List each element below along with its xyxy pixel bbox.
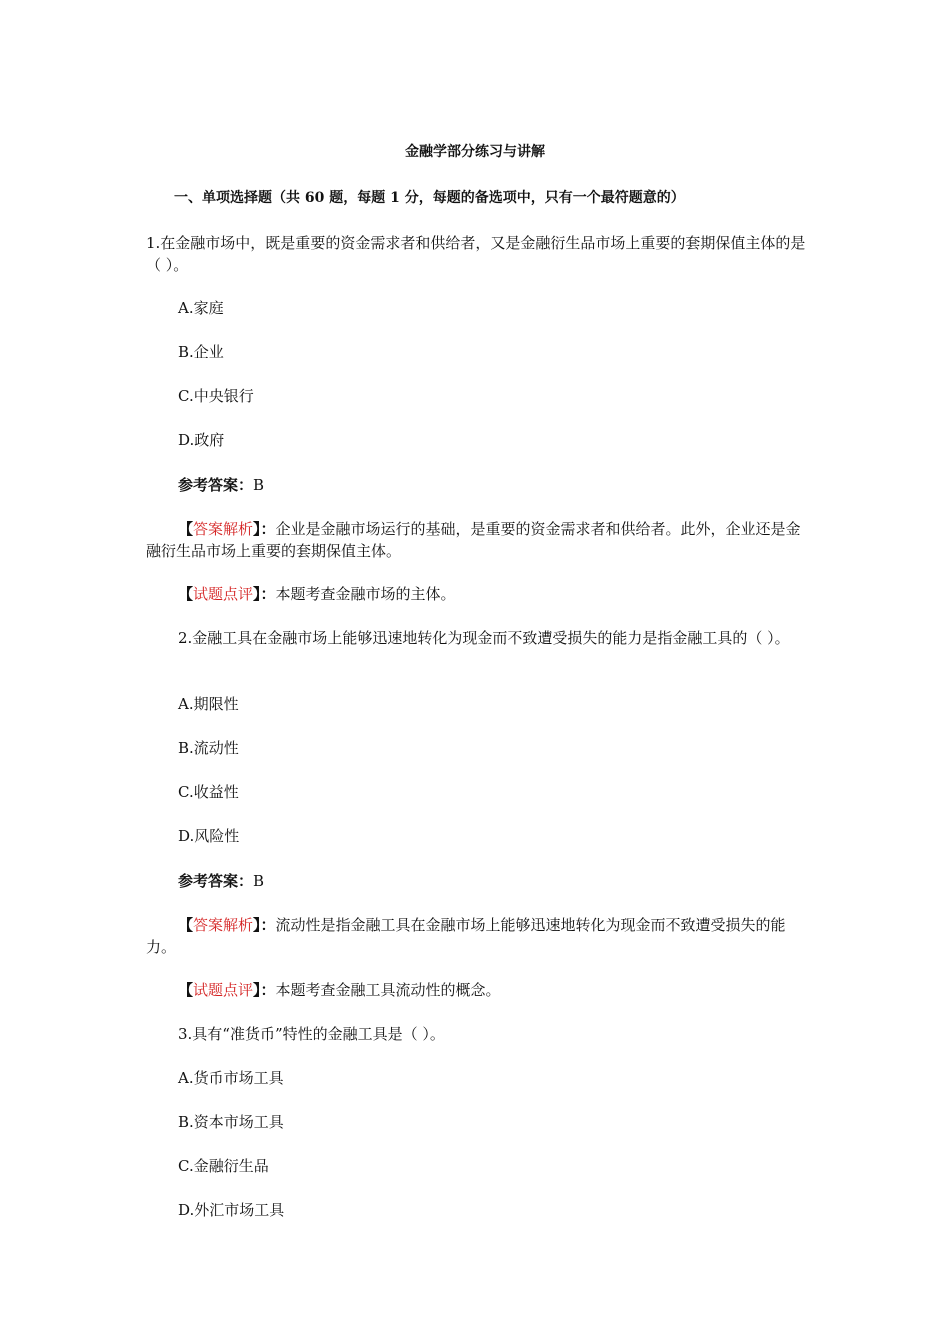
question-2-option-c: C.收益性: [178, 783, 239, 801]
review-tag: 试题点评: [193, 585, 254, 603]
analysis-text: 流动性是指金融工具在金融市场上能够迅速地转化为现金而不致遭受损失的能力。: [146, 916, 786, 956]
answer-value: B: [253, 476, 265, 494]
answer-value: B: [253, 872, 265, 890]
question-1-option-b: B.企业: [178, 343, 224, 361]
question-3-option-b: B.资本市场工具: [178, 1113, 284, 1131]
question-2-answer: [178, 870, 264, 892]
question-2-review: [146, 979, 806, 1001]
bracket-open: 【: [178, 520, 194, 538]
bracket-close: 】：: [253, 916, 276, 934]
bracket-close: 】：: [253, 520, 276, 538]
question-2-option-d: D.风险性: [178, 827, 240, 845]
analysis-tag: 答案解析: [193, 916, 254, 934]
document-title: 金融学部分练习与讲解: [405, 144, 545, 160]
bracket-close: 】：: [253, 585, 276, 603]
question-1-stem: 1.在金融市场中，既是重要的资金需求者和供给者，又是金融衍生品市场上重要的套期保值主体的是（ ）。: [146, 234, 806, 274]
question-1-analysis: [146, 518, 806, 562]
question-3-option-c: C.金融衍生品: [178, 1157, 269, 1175]
bracket-open: 【: [178, 585, 194, 603]
question-1-answer: [178, 474, 264, 496]
question-1-option-a: A.家庭: [178, 299, 224, 317]
question-3-stem: 3.具有“准货币”特性的金融工具是（ ）。: [178, 1025, 445, 1043]
section-heading: 一、单项选择题（共 60 题，每题 1 分，每题的备选项中，只有一个最符题意的）: [174, 190, 685, 206]
question-1-review: [146, 583, 806, 605]
question-2-option-a: A.期限性: [178, 695, 239, 713]
bracket-open: 【: [178, 981, 194, 999]
question-1-option-d: D.政府: [178, 431, 225, 449]
question-2-option-b: B.流动性: [178, 739, 239, 757]
question-3-option-d: D.外汇市场工具: [178, 1201, 285, 1219]
analysis-tag: 答案解析: [193, 520, 254, 538]
question-1-option-c: C.中央银行: [178, 387, 254, 405]
bracket-close: 】：: [253, 981, 276, 999]
analysis-text: 企业是金融市场运行的基础，是重要的资金需求者和供给者。此外，企业还是金融衍生品市场上重要的套期保值主体。: [146, 520, 801, 560]
answer-label: 参考答案：: [178, 476, 254, 494]
review-tag: 试题点评: [193, 981, 254, 999]
question-3-option-a: A.货币市场工具: [178, 1069, 284, 1087]
answer-label: 参考答案：: [178, 872, 254, 890]
review-text: 本题考查金融市场的主体。: [275, 585, 456, 603]
question-2-stem: 2.金融工具在金融市场上能够迅速地转化为现金而不致遭受损失的能力是指金融工具的（ ）。: [178, 629, 790, 647]
question-2-analysis: [146, 914, 806, 958]
bracket-open: 【: [178, 916, 194, 934]
review-text: 本题考查金融工具流动性的概念。: [275, 981, 501, 999]
